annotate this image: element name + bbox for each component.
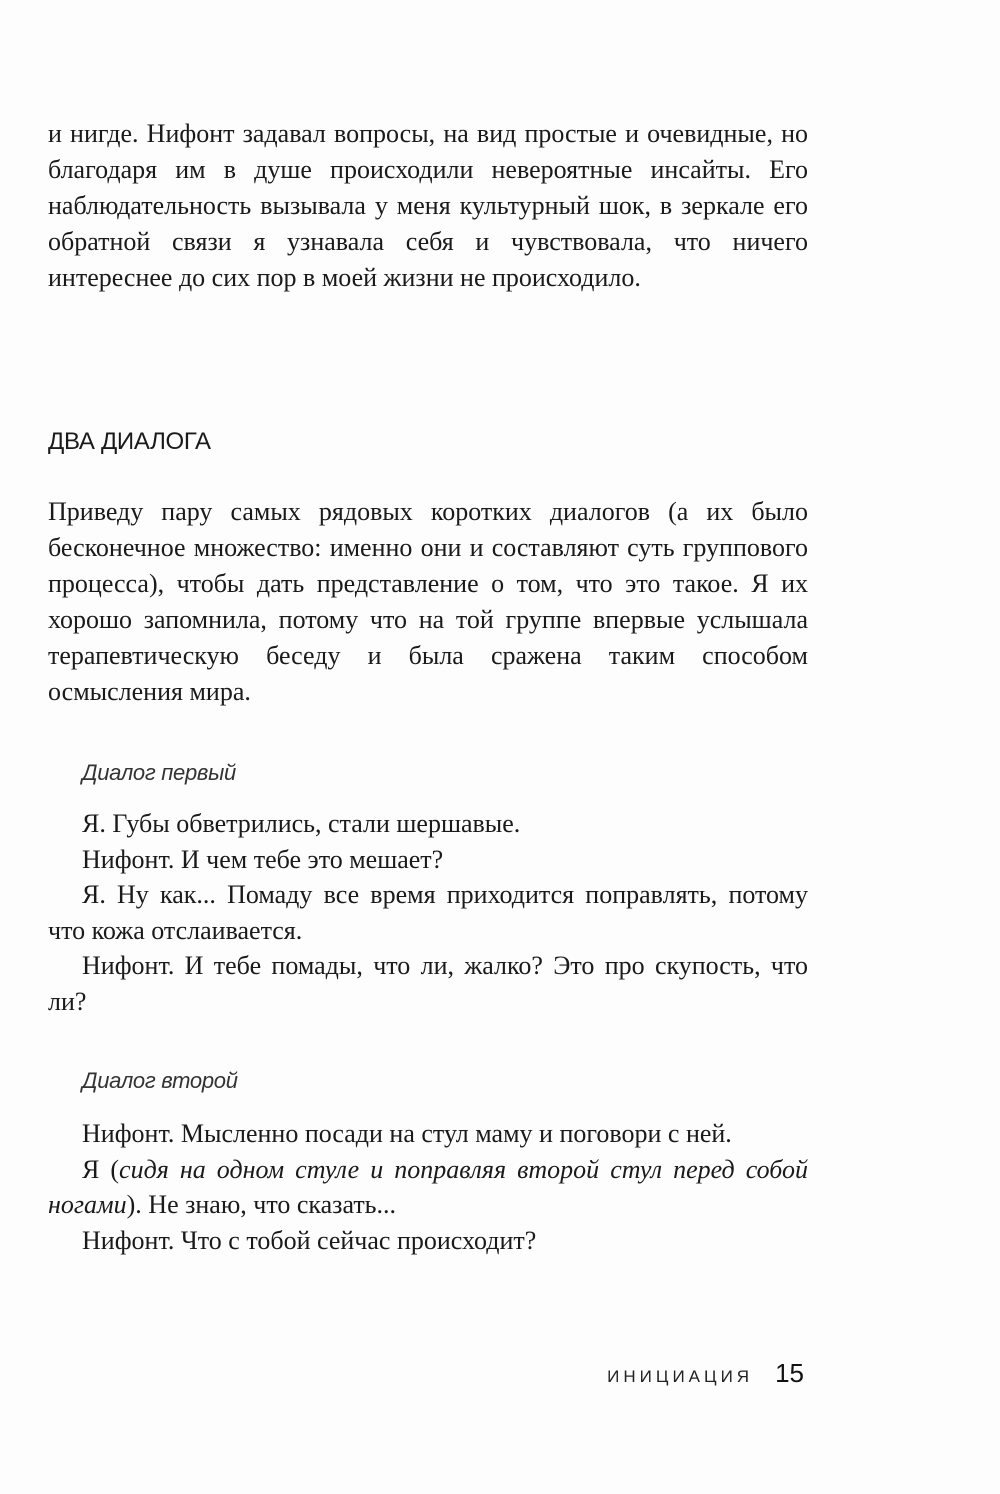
paragraph-intro: и нигде. Нифонт задавал вопросы, на вид простые и очевидные, но благодаря им в душе происходили невероятные инсайты. Его наблюдательность вызывала у меня культурный шок, в зеркале его обратной связи я узнавала себя и чувствовала, что ничего интереснее до сих пор в моей жизни не происходило. [48,119,808,292]
dialog-line [48,1152,808,1223]
page-footer [607,1358,804,1389]
dialog-one-title: Диалог первый [82,760,236,785]
section-heading: ДВА ДИАЛОГА [48,428,211,455]
dialog-line: Нифонт. Мысленно посади на стул маму и поговори с ней. [82,1119,732,1148]
dialog-two [48,1116,808,1258]
dialog-two-title: Диалог второй [82,1068,238,1093]
stage-direction: сидя на одном стуле и поправляя второй стул перед собой ногами [48,1154,808,1219]
paragraph-dialogs-intro: Приведу пару самых рядовых коротких диалогов (а их было бесконечное множество: именно они и составляют суть группового процесса), чтобы дать представление о том, что это такое. Я их хорошо запомнила, потому что на той группе впервые услышала терапевтическую беседу и была сражена таким способом осмысления мира. [48,497,808,706]
dialog-one [48,806,808,1019]
page-number: 15 [775,1358,804,1388]
dialog-line: Нифонт. И чем тебе это мешает? [82,844,444,874]
running-head: ИНИЦИАЦИЯ [607,1367,754,1386]
dialog-speech: ). Не знаю, что сказать... [126,1190,397,1219]
dialog-line: Нифонт. И тебе помады, что ли, жалко? Это про скупость, что ли? [48,951,808,1016]
dialog-line: Я. Губы обветрились, стали шершавые. [82,809,521,838]
dialog-line: Я. Ну как... Помаду все время приходится поправлять, потому что кожа отслаивается. [48,880,808,945]
dialog-speaker: Я ( [82,1154,120,1184]
dialog-line: Нифонт. Что с тобой сейчас происходит? [82,1225,537,1255]
